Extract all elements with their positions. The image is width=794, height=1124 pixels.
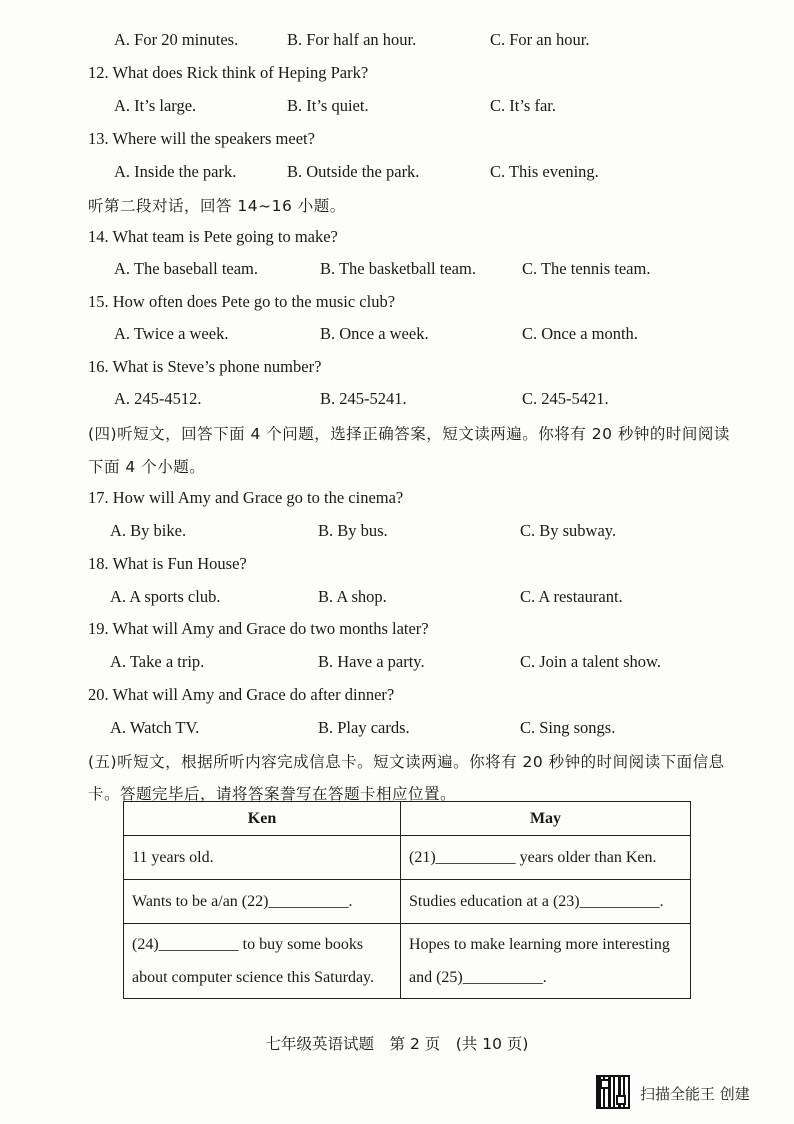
option-a: A. Take a trip. [110, 652, 205, 671]
option-c: C. 245-5421. [522, 389, 609, 408]
section-instruction: (五)听短文，根据所听内容完成信息卡。短文读两遍。你将有 20 秒钟的时间阅读下面信息 [88, 753, 725, 771]
section-instruction: (四)听短文，回答下面 4 个问题，选择正确答案，短文读两遍。你将有 20 秒钟的时间阅读 [88, 425, 730, 443]
option-b: B. For half an hour. [287, 30, 417, 49]
column-header-ken: Ken [124, 802, 401, 836]
table-row [124, 924, 691, 999]
option-b: B. The basketball team. [320, 259, 476, 278]
option-c: C. This evening. [490, 162, 599, 181]
qr-code-icon [596, 1075, 630, 1109]
table-row [124, 880, 691, 924]
table-cell: (24)__________ to buy some books about computer science this Saturday. [124, 924, 401, 999]
option-a: A. A sports club. [110, 587, 221, 606]
option-a: A. 245-4512. [114, 389, 202, 408]
table-row [124, 836, 691, 880]
table-cell: Wants to be a/an (22)__________. [124, 880, 401, 924]
question-prompt: 18. What is Fun House? [88, 554, 247, 573]
option-c: C. The tennis team. [522, 259, 651, 278]
option-c: C. By subway. [520, 521, 617, 540]
option-b: B. Outside the park. [287, 162, 420, 181]
page-footer: 七年级英语试题 第 2 页 (共 10 页) [265, 1035, 529, 1053]
info-card-table [123, 801, 691, 999]
option-b: B. Play cards. [318, 718, 410, 737]
option-c: C. For an hour. [490, 30, 590, 49]
option-b: B. Have a party. [318, 652, 425, 671]
table-cell: Hopes to make learning more interesting and (25)__________. [401, 924, 691, 999]
question-prompt: 17. How will Amy and Grace go to the cinema? [88, 488, 404, 507]
scanner-watermark: 扫描全能王 创建 [640, 1085, 750, 1103]
section-instruction: 听第二段对话，回答 14~16 小题。 [88, 197, 346, 215]
question-prompt: 15. How often does Pete go to the music club? [88, 292, 396, 311]
option-c: C. Sing songs. [520, 718, 616, 737]
option-c: C. A restaurant. [520, 587, 623, 606]
option-b: B. 245-5241. [320, 389, 407, 408]
question-prompt: 13. Where will the speakers meet? [88, 129, 315, 148]
table-cell: Studies education at a (23)__________. [401, 880, 691, 924]
option-c: C. Once a month. [522, 324, 638, 343]
question-prompt: 12. What does Rick think of Heping Park? [88, 63, 369, 82]
question-prompt: 16. What is Steve’s phone number? [88, 357, 322, 376]
option-c: C. It’s far. [490, 96, 556, 115]
option-c: C. Join a talent show. [520, 652, 661, 671]
question-prompt: 20. What will Amy and Grace do after dinner? [88, 685, 395, 704]
option-b: B. Once a week. [320, 324, 429, 343]
option-a: A. By bike. [110, 521, 187, 540]
option-a: A. Watch TV. [110, 718, 200, 737]
option-a: A. Twice a week. [114, 324, 229, 343]
question-prompt: 19. What will Amy and Grace do two months later? [88, 619, 429, 638]
option-b: B. It’s quiet. [287, 96, 369, 115]
question-prompt: 14. What team is Pete going to make? [88, 227, 338, 246]
table-cell: (21)__________ years older than Ken. [401, 836, 691, 880]
option-a: A. Inside the park. [114, 162, 237, 181]
option-a: A. It’s large. [114, 96, 197, 115]
option-a: A. The baseball team. [114, 259, 259, 278]
option-b: B. A shop. [318, 587, 387, 606]
option-b: B. By bus. [318, 521, 388, 540]
option-a: A. For 20 minutes. [114, 30, 239, 49]
table-cell: 11 years old. [124, 836, 401, 880]
column-header-may: May [401, 802, 691, 836]
section-instruction: 下面 4 个小题。 [88, 458, 206, 476]
table-header-row [124, 802, 691, 836]
section-instruction: 卡。答题完毕后，请将答案誊写在答题卡相应位置。 [88, 785, 457, 803]
